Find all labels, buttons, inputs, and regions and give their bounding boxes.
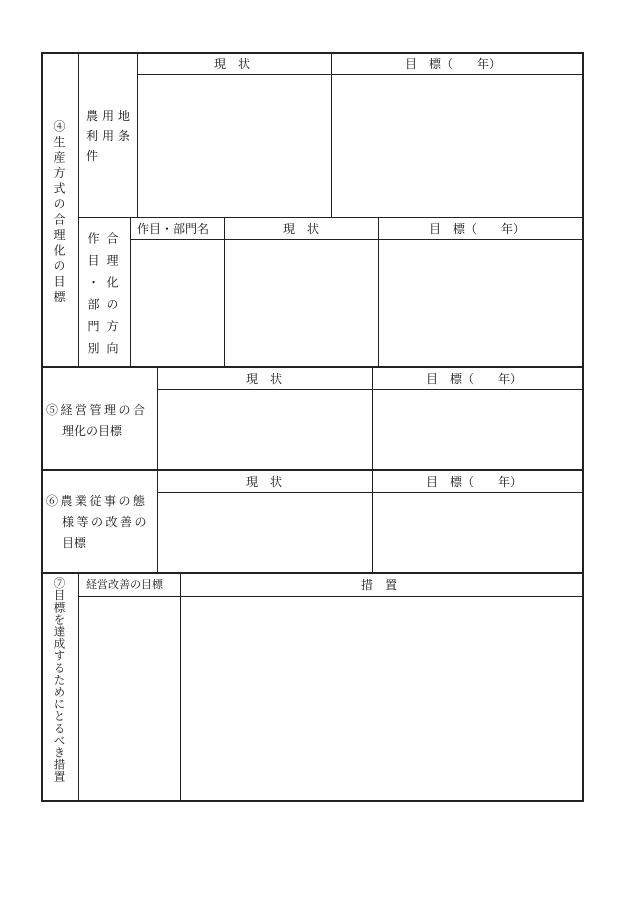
sec4-rowa-label-line2: 利用条	[86, 129, 135, 143]
sec6-title-line2: 様等の改善の	[62, 515, 150, 529]
sec6-target-header: 目 標（ 年）	[426, 475, 523, 489]
sec5-current-header: 現 状	[246, 372, 283, 386]
sec4-rowb-label-col2: 合理化の方向	[105, 232, 119, 364]
sec4-title-col-divider	[78, 53, 79, 367]
sec4-rowb-current-header: 現 状	[283, 222, 320, 236]
sec4-rowa-target-cell[interactable]	[332, 75, 582, 217]
sec6-current-header: 現 状	[246, 475, 283, 489]
sec4-rowb-label-col1: 作目・部門別	[86, 232, 100, 364]
sec4-rowa-label-line3: 件	[86, 149, 99, 163]
sec5-target-header: 目 標（ 年）	[426, 372, 523, 386]
sec4-rowa-current-header: 現 状	[214, 57, 251, 71]
outer-border-left	[41, 52, 43, 802]
sec4-rowb-target-cell[interactable]	[379, 240, 582, 366]
sec4-rowa-label-line1: 農用地	[86, 109, 135, 123]
sec7-goal-header: 経営改善の目標	[86, 578, 163, 591]
section-divider-6	[41, 469, 584, 471]
outer-border-right	[582, 52, 584, 802]
sec4-rowb-target-header: 目 標（ 年）	[429, 222, 526, 236]
sec7-measures-cell[interactable]	[181, 597, 582, 800]
sec4-rowb-current-cell[interactable]	[225, 240, 378, 366]
sec6-title-line1: ⑥農業従事の態	[46, 494, 148, 508]
outer-border-top	[41, 52, 584, 54]
sec5-title-line2: 理化の目標	[62, 424, 123, 438]
sec4-rowb-name-header: 作目・部門名	[137, 222, 210, 236]
sec7-goal-cell[interactable]	[79, 597, 180, 800]
sec6-target-cell[interactable]	[373, 493, 582, 572]
sec7-title: ⑦目標を達成するためにとるべき措置	[52, 577, 67, 783]
sec5-title-line1: ⑤経営管理の合	[46, 403, 148, 417]
sec4-row-divider	[78, 217, 583, 218]
sec5-target-cell[interactable]	[373, 390, 582, 469]
sec6-title-line3: 目標	[62, 536, 87, 550]
sec4-rowb-name-cell[interactable]	[131, 240, 224, 366]
sec4-rowa-current-cell[interactable]	[138, 75, 331, 217]
section-divider-5	[41, 366, 584, 368]
sec4-title: ④生産方式の合理化の目標	[52, 120, 66, 306]
section-divider-7	[41, 572, 584, 574]
sec7-measures-header: 措 置	[361, 578, 398, 592]
sec5-current-cell[interactable]	[158, 390, 372, 469]
outer-border-bottom	[41, 800, 584, 802]
sec4-rowa-target-header: 目 標（ 年）	[405, 57, 502, 71]
sec6-current-cell[interactable]	[158, 493, 372, 572]
